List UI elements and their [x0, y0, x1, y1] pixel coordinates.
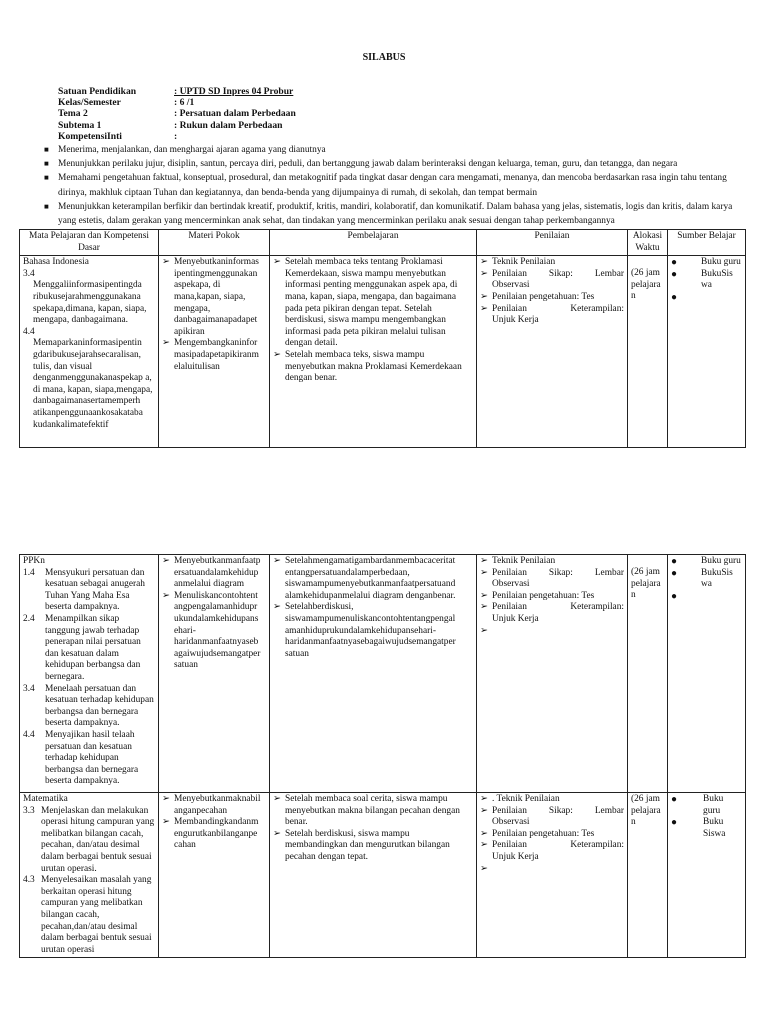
- meta-value: : Rukun dalam Perbedaan: [174, 119, 283, 131]
- cell-penilaian: ➢ Teknik Penilaian ➢ Penilaian Sikap: Lembar Observasi ➢ Penilaian pengetahuan: Tes ➢ Penilaian Keterampilan: Unjuk Kerja ➢: [477, 555, 628, 793]
- arrow-bullet-icon: ➢: [273, 349, 281, 360]
- list-item: ■ Menunjukkan keterampilan berfikir dan bertindak kreatif, produktif, kritis, mandiri, kolaboratif, dan komunikatif. Dalam bahasa yang jelas, sistematis, logis dan kritis, dalam karya yang estetis, dalam gerakan yang mencerminkan anak sehat, dan tindakan yang mencerminkan perilaku anak sesuai dengan tahap perkembangannya: [44, 200, 734, 228]
- dot-bullet-icon: ●: [671, 794, 678, 805]
- header-sumber: Sumber Belajar: [668, 230, 746, 256]
- arrow-bullet-icon: ➢: [480, 828, 488, 839]
- arrow-bullet-icon: ➢: [162, 257, 170, 268]
- square-bullet-icon: ■: [44, 173, 49, 183]
- header-pembelajaran: Pembelajaran: [270, 230, 477, 256]
- cell-alokasi: (26 jam pelajara n: [628, 555, 668, 793]
- square-bullet-icon: ■: [44, 159, 49, 169]
- cell-alokasi: (26 jam pelajara n: [628, 256, 668, 448]
- meta-label: Tema 2: [58, 108, 88, 120]
- meta-label: Satuan Pendidikan: [58, 86, 137, 97]
- square-bullet-icon: ■: [44, 145, 49, 154]
- meta-label: Subtema 1: [58, 119, 102, 131]
- table-row: [20, 256, 746, 448]
- arrow-bullet-icon: ➢: [162, 556, 170, 566]
- arrow-bullet-icon: ➢: [480, 590, 488, 601]
- dot-bullet-icon: ●: [671, 556, 678, 567]
- cell-materi: ➢ Menyebutkanmanfaatp ersatuandalamkehidup anmelalui diagram ➢ Menuliskancontohtent angpengalamanhidupr ukundalamkehidupans ehari-haridanmanfaatnyaseb agaiwujudsemangatper satuan: [159, 555, 270, 793]
- meta-value: :: [174, 130, 178, 142]
- dot-bullet-icon: ●: [671, 257, 678, 269]
- cell-sumber: ● Buku guru ● Buku Siswa: [668, 793, 746, 958]
- meta-block: [58, 86, 296, 142]
- arrow-bullet-icon: ➢: [480, 805, 488, 816]
- table-row: [20, 793, 746, 958]
- page-title: SILABUS: [362, 52, 406, 63]
- arrow-bullet-icon: ➢: [480, 840, 488, 851]
- arrow-bullet-icon: ➢: [480, 303, 488, 314]
- cell-alokasi: (26 jam pelajara n: [628, 793, 668, 958]
- silabus-table-2: [19, 554, 746, 958]
- header-penilaian: Penilaian: [477, 230, 628, 256]
- meta-label: Kelas/Semester: [58, 97, 121, 109]
- arrow-bullet-icon: ➢: [480, 257, 488, 268]
- list-item: ■ Menerima, menjalankan, dan menghargai ajaran agama yang dianutnya: [44, 143, 734, 157]
- arrow-bullet-icon: ➢: [273, 602, 281, 613]
- arrow-bullet-icon: ➢: [162, 338, 170, 349]
- cell-sumber: ● Buku guru ● BukuSis wa ●: [668, 555, 746, 793]
- dot-bullet-icon: ●: [671, 817, 678, 829]
- cell-pembelajaran: ➢ Setelah membaca soal cerita, siswa mampu menyebutkan makna bilangan pecahan dengan benar. ➢ Setelah berdiskusi, siswa mampu membandingkan dan mengurutkan bilangan pecahan dengan tepat.: [270, 793, 477, 958]
- table-row: [20, 555, 746, 793]
- cell-penilaian: ➢ Teknik Penilaian ➢ Penilaian Sikap: Lembar Observasi ➢ Penilaian pengetahuan: Tes ➢ Penilaian Keterampilan: Unjuk Kerja: [477, 256, 628, 448]
- arrow-bullet-icon: ➢: [480, 268, 488, 279]
- dot-bullet-icon: ●: [671, 291, 678, 303]
- header-alokasi: Alokasi Waktu: [628, 230, 668, 256]
- cell-pembelajaran: ➢ Setelah membaca teks tentang Proklamasi Kemerdekaan, siswa mampu menyebutkan informasi penting menggunakan aspek apa, di mana, kapan, siapa, mengapa, dan bagaimana pada peta pikiran dengan tepat. Setelah berdiskusi, siswa mampu mengembangkan informasi pada peta pikiran melalui tulisan dengan detail. ➢ Setelah membaca teks, siswa mampu menyebutkan makna Proklamasi Kemerdekaan dengan benar.: [270, 256, 477, 448]
- arrow-bullet-icon: ➢: [162, 590, 170, 601]
- cell-kd: PPKn 1.4 Mensyukuri persatuan dan kesatuan sebagai anugerah Tuhan Yang Maha Esa beserta dampaknya. 2.4 Menampilkan sikap tanggung jawab terhadap penerapan nilai persatuan dan kesatuan dalam kehidupan berbangsa dan bernegara. 3.4 Menelaah persatuan dan kesatuan terhadap kehidupan berbangsa dan bernegara beserta dampaknya. 4.4 Menyajikan hasil telaah persatuan dan kesatuan terhadap kehidupan berbangsa dan bernegara beserta dampaknya.: [20, 555, 159, 793]
- arrow-bullet-icon: ➢: [480, 567, 488, 578]
- cell-kd: Matematika 3.3 Menjelaskan dan melakukan operasi hitung campuran yang melibatkan bilangan cacah, pecahan, dan/atau desimal dalam berbagai bentuk sesuai urutan operasi. 4.3 Menyelesaikan masalah yang berkaitan operasi hitung campuran yang melibatkan bilangan cacah, pecahan,dan/atau desimal dalam berbagai bentuk sesuai urutan operasi: [20, 793, 159, 958]
- arrow-bullet-icon: ➢: [480, 863, 488, 874]
- arrow-bullet-icon: ➢: [162, 817, 170, 828]
- arrow-bullet-icon: ➢: [273, 828, 281, 839]
- dot-bullet-icon: ●: [671, 268, 678, 280]
- dot-bullet-icon: ●: [671, 590, 678, 602]
- dot-bullet-icon: ●: [671, 567, 678, 579]
- cell-sumber: ● Buku guru ● BukuSis wa ●: [668, 256, 746, 448]
- header-mapel: Mata Pelajaran dan Kompetensi Dasar: [20, 230, 159, 256]
- kompetensi-inti-list: [44, 143, 734, 228]
- arrow-bullet-icon: ➢: [273, 257, 281, 268]
- meta-value: : UPTD SD Inpres 04 Probur: [174, 86, 294, 97]
- list-item: ■ Menunjukkan perilaku jujur, disiplin, santun, percaya diri, peduli, dan bertanggung jawab dalam berinteraksi dengan keluarga, teman, guru, dan tetangga, dan negara: [44, 157, 734, 171]
- header-materi: Materi Pokok: [159, 230, 270, 256]
- arrow-bullet-icon: ➢: [480, 794, 488, 804]
- arrow-bullet-icon: ➢: [273, 794, 281, 804]
- arrow-bullet-icon: ➢: [480, 556, 488, 566]
- list-item: ■ Memahami pengetahuan faktual, konseptual, prosedural, dan metakognitif pada tingkat dasar dengan cara mengamati, menanya, dan mencoba berdasarkan rasa ingin tahu tentang dirinya, makhluk ciptaan Tuhan dan kegiatannya, dan benda-benda yang dijumpainya di rumah, di sekolah, dan tempat bermain: [44, 171, 734, 199]
- square-bullet-icon: ■: [44, 201, 49, 211]
- arrow-bullet-icon: ➢: [273, 556, 281, 566]
- arrow-bullet-icon: ➢: [480, 291, 488, 302]
- arrow-bullet-icon: ➢: [480, 625, 488, 636]
- arrow-bullet-icon: ➢: [480, 602, 488, 613]
- silabus-table-1: [19, 229, 746, 448]
- cell-penilaian: ➢ . Teknik Penilaian ➢ Penilaian Sikap: Lembar Observasi ➢ Penilaian pengetahuan: Tes ➢ Penilaian Keterampilan: Unjuk Kerja ➢: [477, 793, 628, 958]
- cell-materi: ➢ Menyebutkaninformas ipentingmenggunakan aspekapa, di mana,kapan, siapa, mengapa, danbagaimanapadapet apikiran ➢ Mengembangkaninfor masipadapetapikiranm elaluitulisan: [159, 256, 270, 448]
- arrow-bullet-icon: ➢: [162, 794, 170, 804]
- cell-pembelajaran: ➢ Setelahmengamatigambardanmembacaceritat entangpersatuandalamperbedaan, siswamampumenyebutkanmanfaatpersatuand alamkehidupanmelalui diagram denganbenar. ➢ Setelahberdiskusi, siswamampumenuliskancontohtentangpengal amanhiduprukundalamkehidupansehari-haridanmanfaatnyasebagaiwujudsemangatper satuan: [270, 555, 477, 793]
- meta-label: KompetensiInti: [58, 130, 122, 142]
- meta-value: : Persatuan dalam Perbedaan: [174, 108, 296, 120]
- cell-kd: Bahasa Indonesia 3.4 Menggaliinformasipentingda ribukusejarahmenggunakana spekapa,dimana, kapan, siapa, mengapa, danbagaimana. 4.4 Memaparkaninformasipentin gdaribukusejarahsecaralisan, tulis, dan visual denganmenggunakanaspekap a, di mana, kapan, siapa,mengapa, danbagaimanasertamemperh atikanpenggunaankosakataba kudankalimatefektif: [20, 256, 159, 448]
- meta-value: : 6 /1: [174, 97, 195, 109]
- cell-materi: ➢ Menyebutkanmaknabil anganpecahan ➢ Membandingkandanm engurutkanbilanganpe cahan: [159, 793, 270, 958]
